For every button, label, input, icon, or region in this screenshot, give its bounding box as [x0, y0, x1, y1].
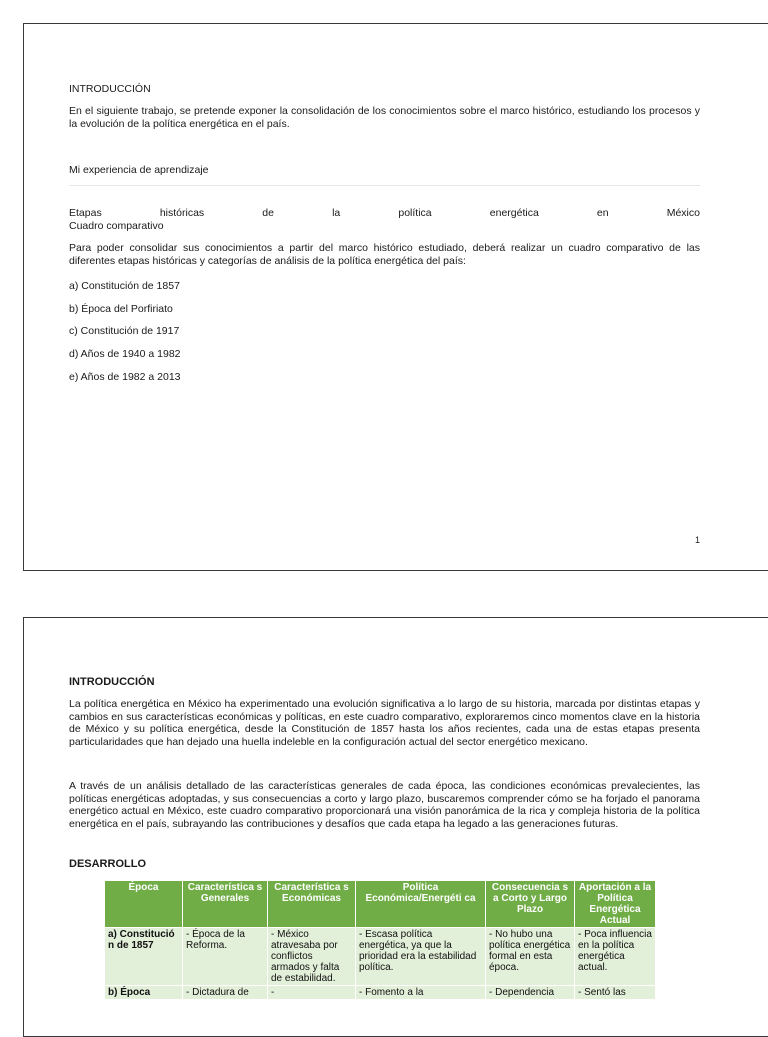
- stages-word: México: [666, 207, 700, 219]
- list-item: b) Época del Porfiriato: [69, 303, 173, 315]
- table-cell: - Dependencia: [486, 986, 575, 1000]
- table-header-cell: Política Económica/Energéti ca: [356, 881, 486, 928]
- stages-word: históricas: [159, 207, 205, 219]
- stages-heading-line: [69, 207, 700, 220]
- comparison-table: [104, 880, 656, 1000]
- table-cell: a) Constitució n de 1857: [105, 928, 183, 986]
- table-header-cell: Consecuencia s a Corto y Largo Plazo: [486, 881, 575, 928]
- stages-word: Etapas: [69, 207, 102, 219]
- document-page-2: [23, 617, 768, 1037]
- document-page-1: [23, 23, 768, 571]
- table-cell: b) Época: [105, 986, 183, 1000]
- table-cell: - Escasa política energética, ya que la prioridad era la estabilidad política.: [356, 928, 486, 986]
- table-cell: - México atravesaba por conflictos armados y falta de estabilidad.: [268, 928, 356, 986]
- table-cell: - No hubo una política energética formal en esta época.: [486, 928, 575, 986]
- list-item: e) Años de 1982 a 2013: [69, 371, 181, 383]
- table-cell: -: [268, 986, 356, 1000]
- page2-title: INTRODUCCIÓN: [69, 676, 155, 688]
- list-item: c) Constitución de 1917: [69, 325, 180, 337]
- page2-paragraph-2: A través de un análisis detallado de las características generales de cada época, las condiciones económicas prevalecientes, las políticas energéticas adoptadas, y sus consecuencias a corto y largo plazo, buscaremos comprender cómo se ha forjado el panorama energético actual en México, este cuadro comparativo proporcionará una visión panorámica de la rica y compleja historia de la política energética en el país, subrayando las contribuciones y desafíos que cada etapa ha legado a las generaciones futuras.: [69, 780, 700, 830]
- cuadro-label: Cuadro comparativo: [69, 220, 164, 232]
- table-header-row: [105, 881, 656, 928]
- page1-title: INTRODUCCIÓN: [69, 83, 151, 95]
- list-item: d) Años de 1940 a 1982: [69, 348, 181, 360]
- page1-intro-paragraph: En el siguiente trabajo, se pretende exponer la consolidación de los conocimientos sobre el marco histórico, estudiando los procesos y la evolución de la política energética en el país.: [69, 105, 700, 130]
- page-number: 1: [694, 535, 700, 545]
- stages-word: la: [332, 207, 341, 219]
- table-row: [105, 928, 656, 986]
- stages-word: en: [596, 207, 609, 219]
- desarrollo-heading: DESARROLLO: [69, 858, 146, 870]
- table-cell: - Sentó las: [575, 986, 656, 1000]
- divider: [69, 185, 700, 186]
- table-header-cell: Característica s Generales: [183, 881, 268, 928]
- table-cell: - Fomento a la: [356, 986, 486, 1000]
- table-cell: - Poca influencia en la política energética actual.: [575, 928, 656, 986]
- instructions-paragraph: Para poder consolidar sus conocimientos a partir del marco histórico estudiado, deberá realizar un cuadro comparativo de las diferentes etapas históricas y categorías de análisis de la política energética del país:: [69, 242, 700, 267]
- list-item: a) Constitución de 1857: [69, 280, 180, 292]
- stages-word: de: [262, 207, 274, 219]
- table-header-cell: Característica s Económicas: [268, 881, 356, 928]
- section-label: Mi experiencia de aprendizaje: [69, 164, 209, 176]
- table-cell: - Dictadura de: [183, 986, 268, 1000]
- table-header-cell: Época: [105, 881, 183, 928]
- stages-word: política: [398, 207, 432, 219]
- table-cell: - Época de la Reforma.: [183, 928, 268, 986]
- page2-paragraph-1: La política energética en México ha experimentado una evolución significativa a lo largo de su historia, marcada por distintas etapas y cambios en sus características económicas y políticas, en este cuadro comparativo, exploraremos cinco momentos clave en la historia de México y su política energética, desde la Constitución de 1857 hasta los años recientes, cada una de estas etapas presenta particularidades que han dejado una huella indeleble en la configuración actual del sector energético mexicano.: [69, 698, 700, 748]
- table-header-cell: Aportación a la Política Energética Actual: [575, 881, 656, 928]
- stages-word: energética: [489, 207, 539, 219]
- table-row: [105, 986, 656, 1000]
